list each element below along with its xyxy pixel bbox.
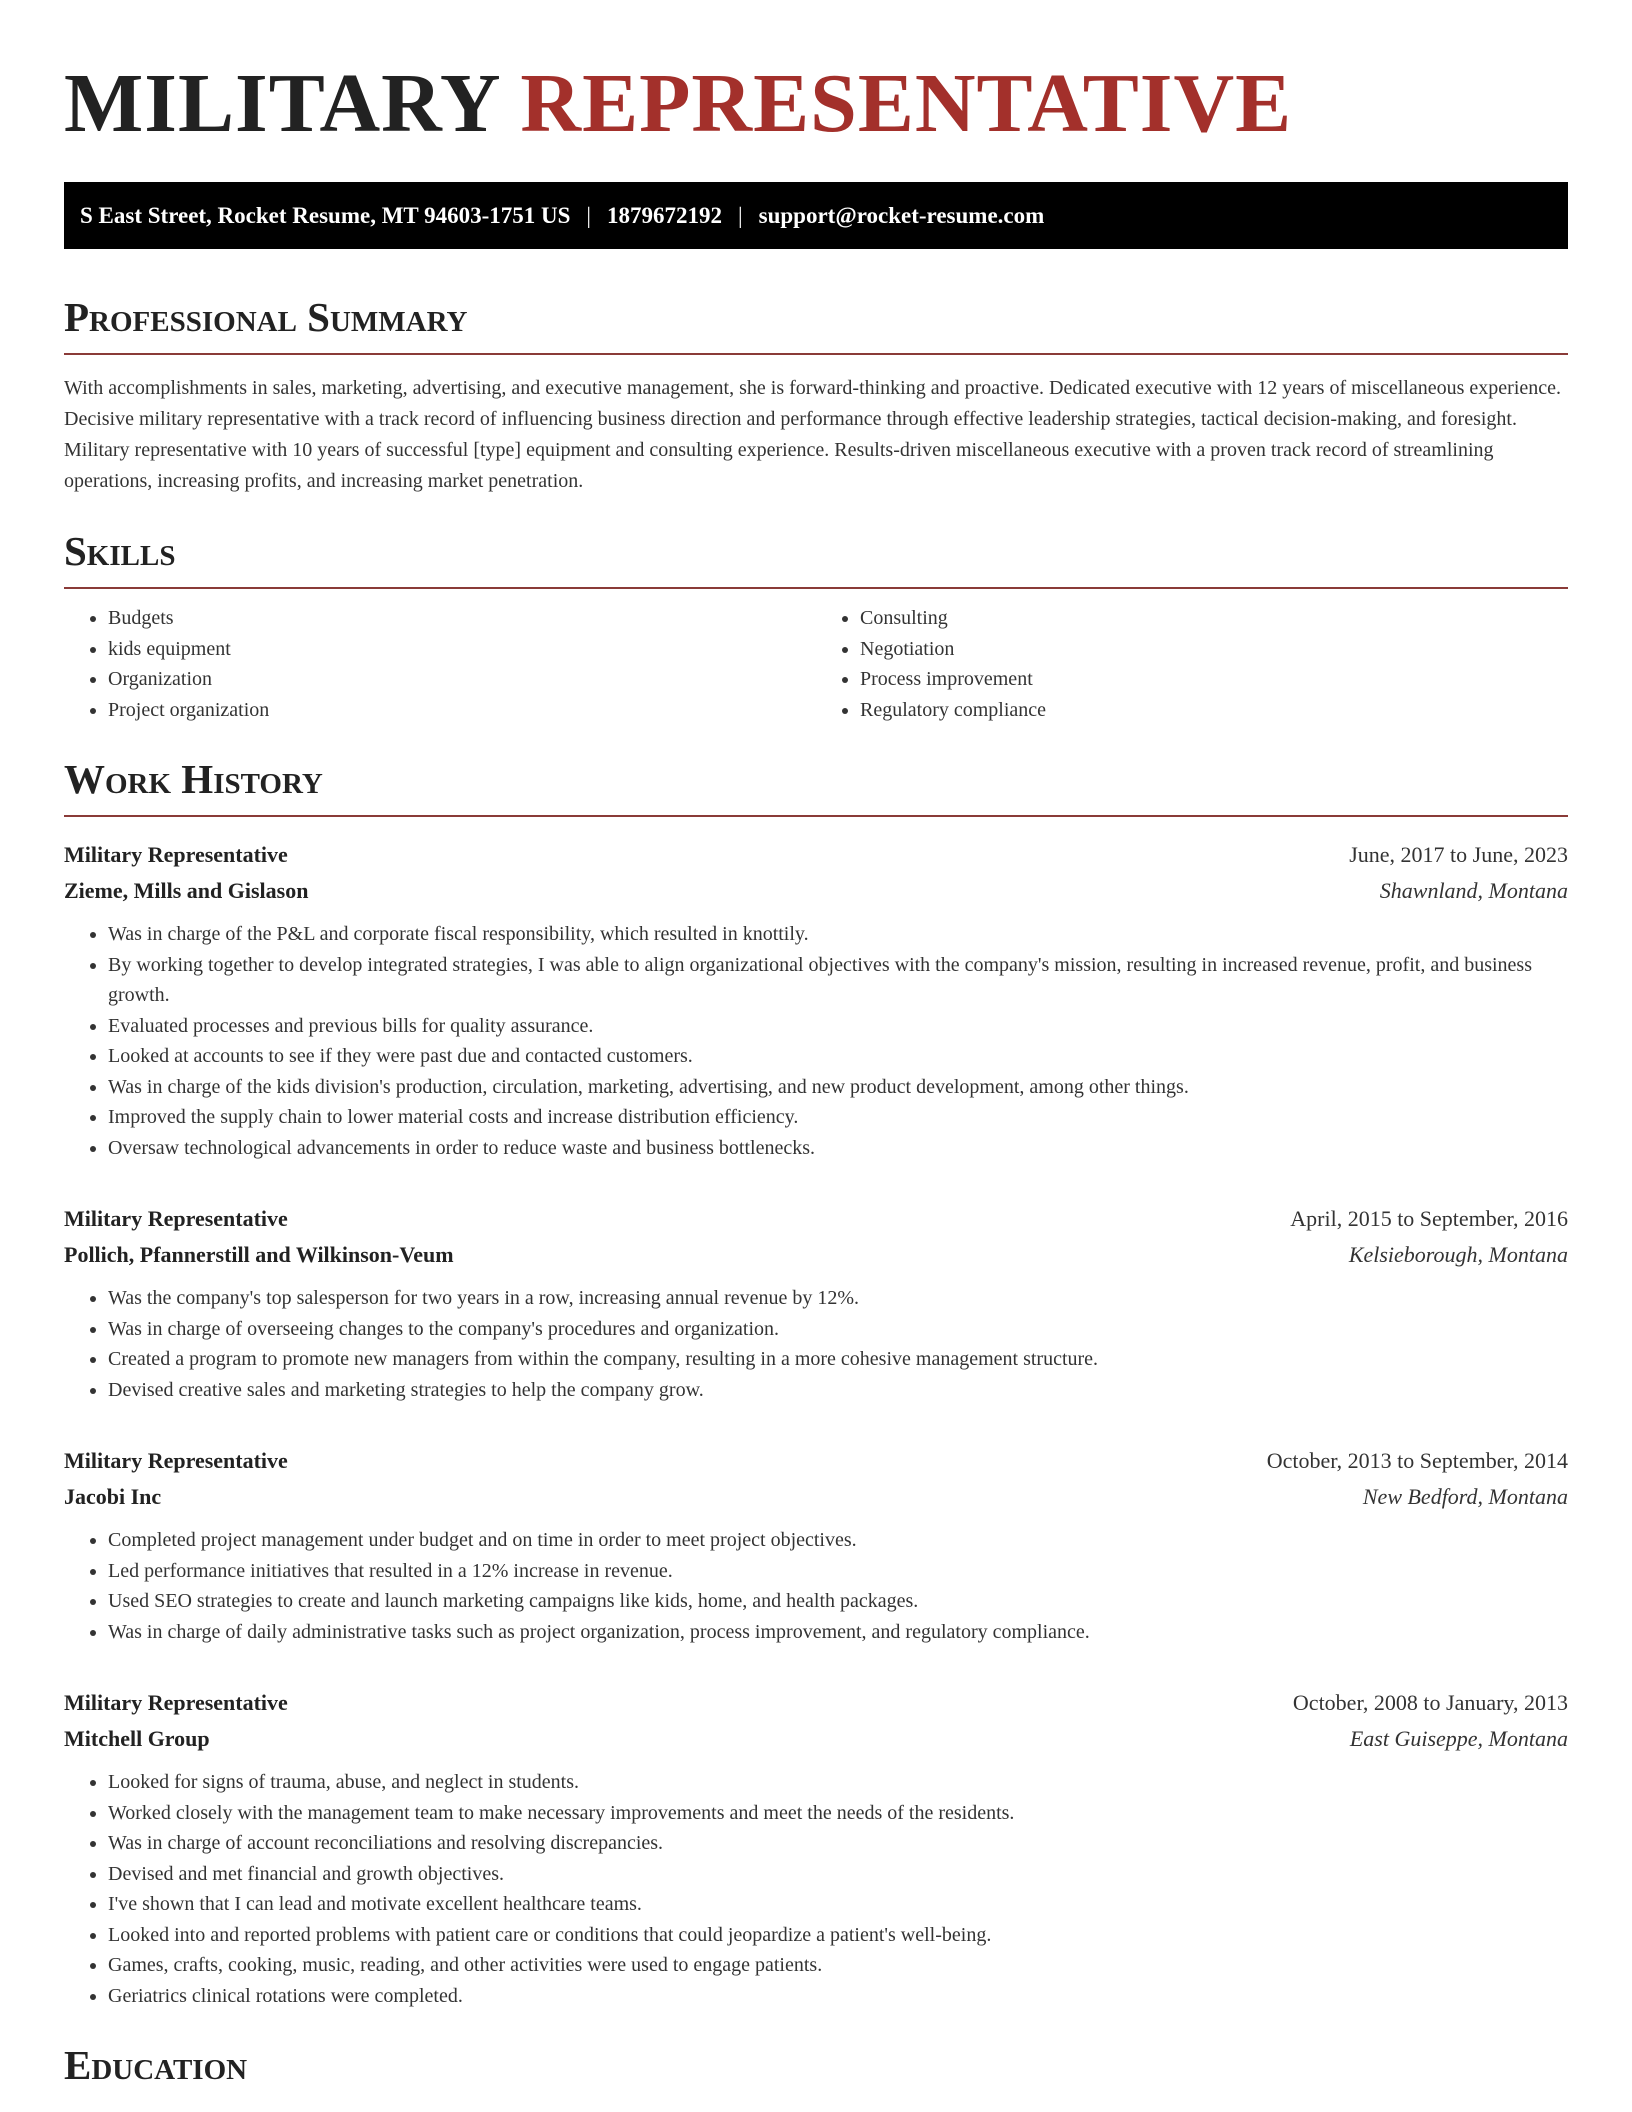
job-entry <box>64 1201 1568 1405</box>
skill-item: • Organization <box>108 664 816 695</box>
job-bullet: • Created a program to promote new managers from within the company, resulting in a more cohesive management structure. <box>108 1344 1568 1375</box>
job-company: Jacobi Inc <box>64 1484 162 1509</box>
job-dates: April, 2015 to September, 2016 <box>1290 1206 1568 1231</box>
skill-item: • Consulting <box>860 603 1568 634</box>
job-bullet: • Evaluated processes and previous bills for quality assurance. <box>108 1011 1568 1042</box>
job-header <box>64 1443 1568 1479</box>
job-subheader <box>64 1721 1568 1757</box>
job-subheader <box>64 1479 1568 1515</box>
job-location: Shawnland, Montana <box>1379 878 1568 903</box>
job-company: Zieme, Mills and Gislason <box>64 878 309 903</box>
job-bullets <box>64 1283 1568 1405</box>
job-bullet: • Geriatrics clinical rotations were completed. <box>108 1981 1568 2012</box>
job-title: Military Representative <box>64 842 288 867</box>
job-header <box>64 837 1568 873</box>
job-bullet: • Was in charge of overseeing changes to the company's procedures and organization. <box>108 1314 1568 1345</box>
contact-bar <box>64 182 1568 249</box>
job-header <box>64 1685 1568 1721</box>
job-bullets <box>64 1767 1568 2011</box>
job-location: New Bedford, Montana <box>1362 1484 1568 1509</box>
name-first: MILITARY <box>64 57 499 150</box>
name-last: REPRESENTATIVE <box>520 57 1293 150</box>
skill-item: • Process improvement <box>860 664 1568 695</box>
contact-separator: | <box>738 202 743 228</box>
skill-item: • kids equipment <box>108 634 816 665</box>
section-divider <box>64 353 1568 355</box>
job-bullet: • Looked for signs of trauma, abuse, and neglect in students. <box>108 1767 1568 1798</box>
section-divider <box>64 815 1568 817</box>
job-bullet: • Used SEO strategies to create and launch marketing campaigns like kids, home, and health packages. <box>108 1586 1568 1617</box>
contact-address: S East Street, Rocket Resume, MT 94603-1751 US <box>80 202 571 228</box>
job-company: Mitchell Group <box>64 1726 210 1751</box>
summary-heading: Professional Summary <box>64 294 468 340</box>
job-bullet: • Was in charge of daily administrative tasks such as project organization, process improvement, and regulatory compliance. <box>108 1617 1568 1648</box>
candidate-name <box>64 0 1568 152</box>
skill-item: • Negotiation <box>860 634 1568 665</box>
contact-separator: | <box>586 202 592 228</box>
job-bullet: • By working together to develop integrated strategies, I was able to align organizational objectives with the company's mission, resulting in increased revenue, profit, and business growth. <box>108 950 1568 1011</box>
work-history-heading: Work History <box>64 756 323 802</box>
job-subheader <box>64 1237 1568 1273</box>
job-subheader <box>64 873 1568 909</box>
job-title: Military Representative <box>64 1448 288 1473</box>
job-bullet: • Looked at accounts to see if they were past due and contacted customers. <box>108 1041 1568 1072</box>
contact-email: support@rocket-resume.com <box>758 202 1045 228</box>
job-bullet: • Oversaw technological advancements in order to reduce waste and business bottlenecks. <box>108 1133 1568 1164</box>
job-entry <box>64 837 1568 1163</box>
skills-column-left <box>64 603 816 725</box>
job-bullet: • Was in charge of the P&L and corporate fiscal responsibility, which resulted in knottily. <box>108 919 1568 950</box>
job-bullet: • Completed project management under budget and on time in order to meet project objectives. <box>108 1525 1568 1556</box>
job-bullets <box>64 1525 1568 1647</box>
job-bullet: • Was in charge of account reconciliations and resolving discrepancies. <box>108 1828 1568 1859</box>
job-bullet: • Was the company's top salesperson for two years in a row, increasing annual revenue by 12%. <box>108 1283 1568 1314</box>
job-company: Pollich, Pfannerstill and Wilkinson-Veum <box>64 1242 454 1267</box>
job-title: Military Representative <box>64 1690 288 1715</box>
contact-phone: 1879672192 <box>607 202 723 228</box>
education-heading: Education <box>64 2042 248 2088</box>
job-title: Military Representative <box>64 1206 288 1231</box>
skill-item: • Project organization <box>108 695 816 726</box>
job-bullet: • Devised creative sales and marketing strategies to help the company grow. <box>108 1375 1568 1406</box>
job-dates: October, 2013 to September, 2014 <box>1266 1448 1568 1473</box>
job-header <box>64 1201 1568 1237</box>
job-bullets <box>64 919 1568 1163</box>
job-bullet: • Worked closely with the management team to make necessary improvements and meet the needs of the residents. <box>108 1798 1568 1829</box>
job-entry <box>64 1685 1568 2011</box>
skill-item: • Budgets <box>108 603 816 634</box>
job-bullet: • Looked into and reported problems with patient care or conditions that could jeopardize a patient's well-being. <box>108 1920 1568 1951</box>
skills-heading: Skills <box>64 528 176 574</box>
job-bullet: • Led performance initiatives that resulted in a 12% increase in revenue. <box>108 1556 1568 1587</box>
job-bullet: • Games, crafts, cooking, music, reading, and other activities were used to engage patients. <box>108 1950 1568 1981</box>
skills-column-right <box>816 603 1568 725</box>
job-entry <box>64 1443 1568 1647</box>
job-location: Kelsieborough, Montana <box>1348 1242 1568 1267</box>
job-location: East Guiseppe, Montana <box>1349 1726 1568 1751</box>
job-dates: October, 2008 to January, 2013 <box>1292 1690 1568 1715</box>
job-bullet: • Improved the supply chain to lower material costs and increase distribution efficiency. <box>108 1102 1568 1133</box>
job-bullet: • Devised and met financial and growth objectives. <box>108 1859 1568 1890</box>
skills-list <box>64 603 1568 725</box>
job-dates: June, 2017 to June, 2023 <box>1349 842 1568 867</box>
job-bullet: • I've shown that I can lead and motivate excellent healthcare teams. <box>108 1889 1568 1920</box>
job-bullet: • Was in charge of the kids division's production, circulation, marketing, advertising, and new product development, among other things. <box>108 1072 1568 1103</box>
skill-item: • Regulatory compliance <box>860 695 1568 726</box>
section-divider <box>64 587 1568 589</box>
summary-text: With accomplishments in sales, marketing, advertising, and executive management, she is forward-thinking and proactive. Dedicated executive with 12 years of miscellaneous experience. Decisive military representative with a track record of influencing business direction and performance through effective leadership strategies, tactical decision-making, and foresight. Military representative with 10 years of successful [type] equipment and consulting experience. Results-driven miscellaneous executive with a proven track record of streamlining operations, increasing profits, and increasing market penetration. <box>64 377 1562 492</box>
